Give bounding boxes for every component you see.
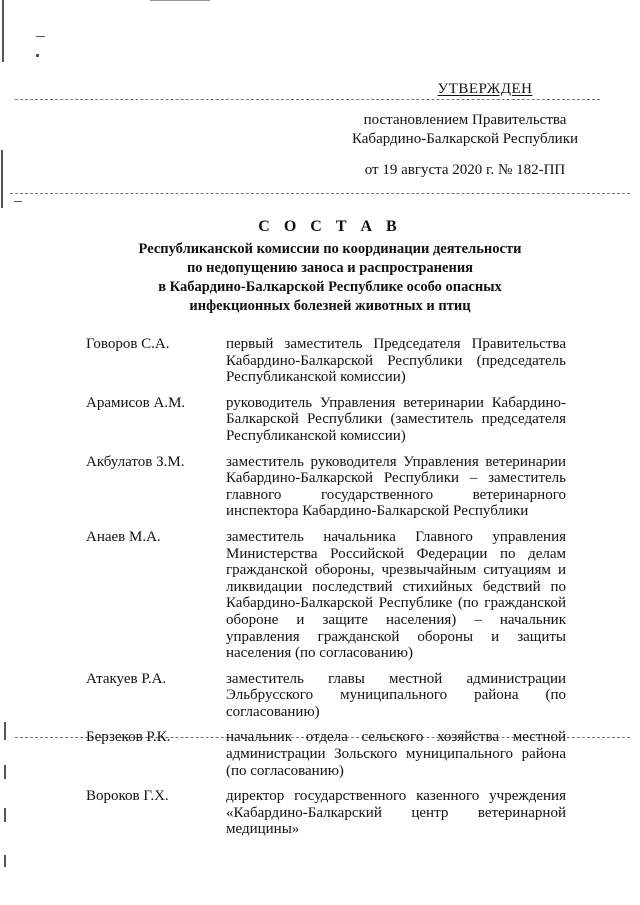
member-name: Анаев М.А. <box>86 528 161 545</box>
member-name: Арамисов А.М. <box>86 394 186 411</box>
heading-subtitle-line: инфекционных болезней животных и птиц <box>189 298 471 314</box>
heading-subtitle-line: Республиканской комиссии по координации деятельности <box>138 241 522 257</box>
scan-tick-2 <box>36 54 39 57</box>
heading-subtitle-line: по недопущению заноса и распространения <box>186 260 474 276</box>
scan-line-top <box>150 0 210 1</box>
member-row <box>86 529 566 662</box>
scan-tick-1 <box>36 36 45 37</box>
approval-title: УТВЕРЖДЕН <box>437 81 533 97</box>
scan-mark-left-top <box>2 0 4 62</box>
member-role: первый заместитель Председателя Правительства Кабардино-Балкарской Республики (председатель Республиканской комиссии) <box>226 336 566 386</box>
member-name: Вороков Г.Х. <box>86 788 169 805</box>
member-role: заместитель главы местной администрации Эльбрусского муниципального района (по согласованию) <box>226 670 566 720</box>
heading-title: С О С Т А В <box>258 218 402 235</box>
heading-subtitle-line: в Кабардино-Балкарской Республике особо опасных <box>158 279 502 295</box>
approval-block <box>350 80 580 180</box>
member-role: заместитель начальника Главного управления Министерства Российской Федерации по делам гражданской обороны, чрезвычайным ситуациям и ликвидации последствий стихийных бедствий по Кабардино-Балкарской Республике (по гражданской обороне и защите населения) – начальник управления гражданской обороны и защиты населения (по согласованию) <box>226 528 566 662</box>
member-row <box>86 395 566 445</box>
member-role: начальник отдела сельского хозяйства местной администрации Зольского муниципального района (по согласованию) <box>226 729 566 779</box>
heading-subtitle <box>80 240 580 316</box>
approval-line-3: от 19 августа 2020 г. № 182-ПП <box>364 162 566 178</box>
member-row <box>86 788 566 838</box>
member-row <box>86 336 566 386</box>
scan-dash-heading <box>10 193 630 195</box>
approval-line-2: Кабардино-Балкарской Республики <box>351 131 579 147</box>
member-name: Говоров С.А. <box>86 336 170 352</box>
scan-mark-left-low3 <box>4 808 6 822</box>
member-role: заместитель руководителя Управления ветеринарии Кабардино-Балкарской Республики – заместитель главного государственного ветеринарного инспектора Кабардино-Балкарской Республики <box>226 453 566 520</box>
member-name: Акбулатов З.М. <box>86 453 185 470</box>
member-name: Берзеков Р.К. <box>86 729 171 746</box>
composition-heading <box>80 217 580 316</box>
scan-mark-left-low2 <box>4 765 6 779</box>
member-row <box>86 671 566 721</box>
members-list <box>86 336 566 847</box>
member-row <box>86 729 566 779</box>
scan-mark-left-low1 <box>4 722 6 740</box>
member-row <box>86 454 566 520</box>
scan-mark-left-low4 <box>4 855 6 867</box>
approval-line-1: постановлением Правительства <box>363 112 567 128</box>
member-role: директор государственного казенного учреждения «Кабардино-Балкарский центр ветеринарной медицины» <box>226 788 566 838</box>
member-name: Атакуев Р.А. <box>86 670 167 687</box>
scan-mark-left-mid <box>1 150 3 208</box>
member-role: руководитель Управления ветеринарии Кабардино-Балкарской Республики (заместитель председателя Республиканской комиссии) <box>226 394 566 444</box>
scan-short-line <box>14 201 22 202</box>
